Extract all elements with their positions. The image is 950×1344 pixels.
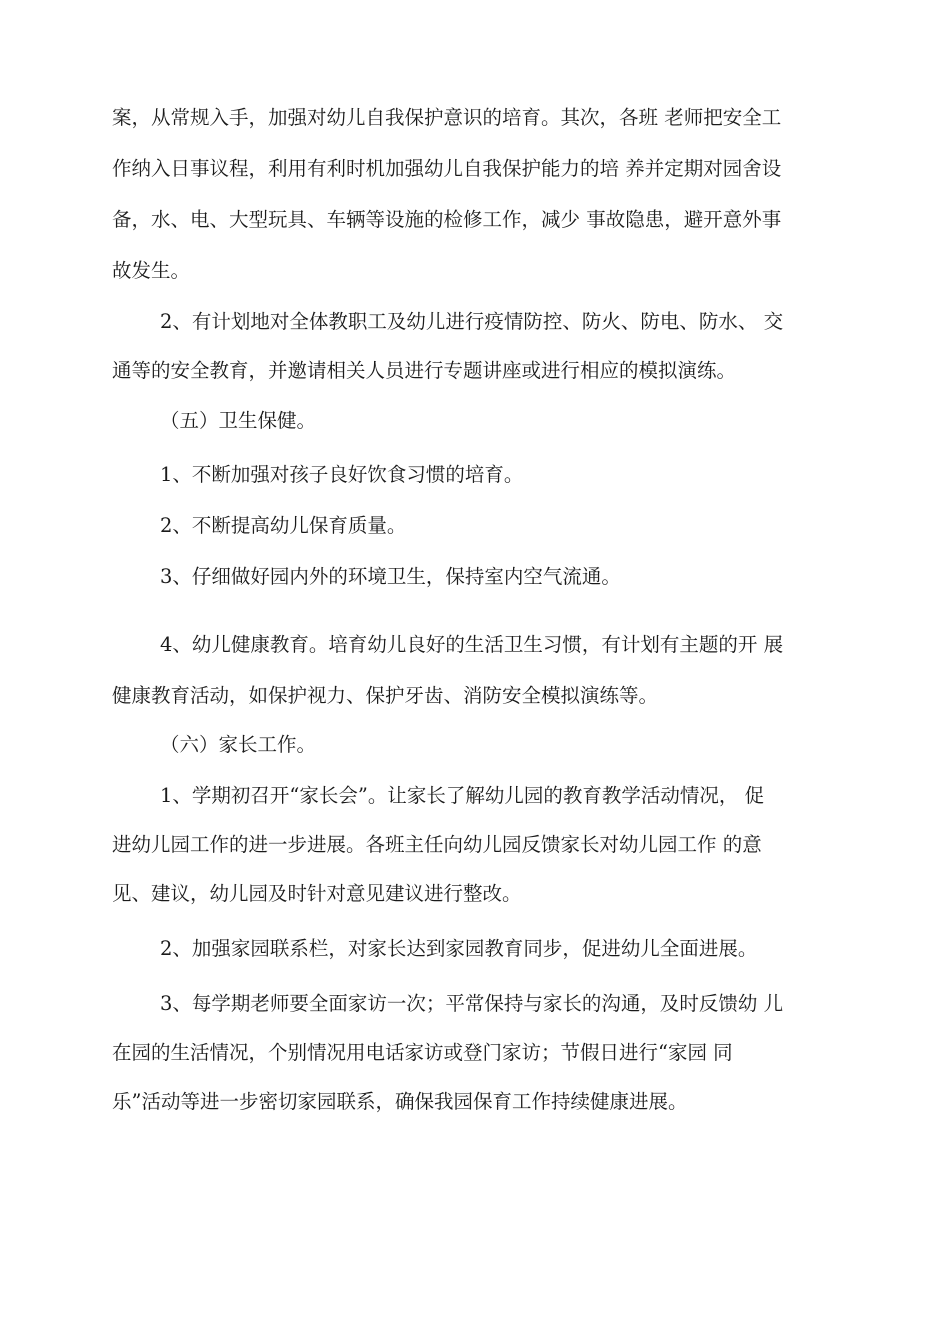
- list-item: 3、每学期老师要全面家访一次；平常保持与家长的沟通，及时反馈幼 儿: [160, 992, 784, 1015]
- text-line: 健康教育活动，如保护视力、保护牙齿、消防安全模拟演练等。: [112, 684, 659, 707]
- text-line: 进幼儿园工作的进一步进展。各班主任向幼儿园反馈家长对幼儿园工作 的意: [112, 833, 762, 856]
- text-line: 2、有计划地对全体教职工及幼儿进行疫情防控、防火、防电、防水、 交: [160, 310, 784, 333]
- text-line: 备，水、电、大型玩具、车辆等设施的检修工作，减少 事故隐患，避开意外事: [112, 208, 782, 231]
- text-line: 在园的生活情况，个别情况用电话家访或登门家访；节假日进行“家园 同: [112, 1041, 733, 1064]
- list-item: 1、学期初召开“家长会”。让家长了解幼儿园的教育教学活动情况， 促: [160, 784, 765, 807]
- list-item: 4、幼儿健康教育。培育幼儿良好的生活卫生习惯，有计划有主题的开 展: [160, 633, 784, 656]
- text-line: 见、建议，幼儿园及时针对意见建议进行整改。: [112, 882, 522, 905]
- text-line: 案，从常规入手，加强对幼儿自我保护意识的培育。其次，各班 老师把安全工: [112, 106, 782, 129]
- list-item: 1、不断加强对孩子良好饮食习惯的培育。: [160, 463, 524, 486]
- section-heading: （六）家长工作。: [160, 733, 317, 756]
- list-item: 2、加强家园联系栏，对家长达到家园教育同步，促进幼儿全面进展。: [160, 937, 758, 960]
- list-item: 3、仔细做好园内外的环境卫生，保持室内空气流通。: [160, 565, 621, 588]
- list-item: 2、不断提高幼儿保育质量。: [160, 514, 407, 537]
- section-heading: （五）卫生保健。: [160, 409, 317, 432]
- text-line: 乐”活动等进一步密切家园联系，确保我园保育工作持续健康进展。: [112, 1090, 688, 1113]
- text-line: 作纳入日事议程，利用有利时机加强幼儿自我保护能力的培 养并定期对园舍设: [112, 157, 782, 180]
- text-line: 故发生。: [112, 259, 191, 282]
- text-line: 通等的安全教育，并邀请相关人员进行专题讲座或进行相应的模拟演练。: [112, 359, 737, 382]
